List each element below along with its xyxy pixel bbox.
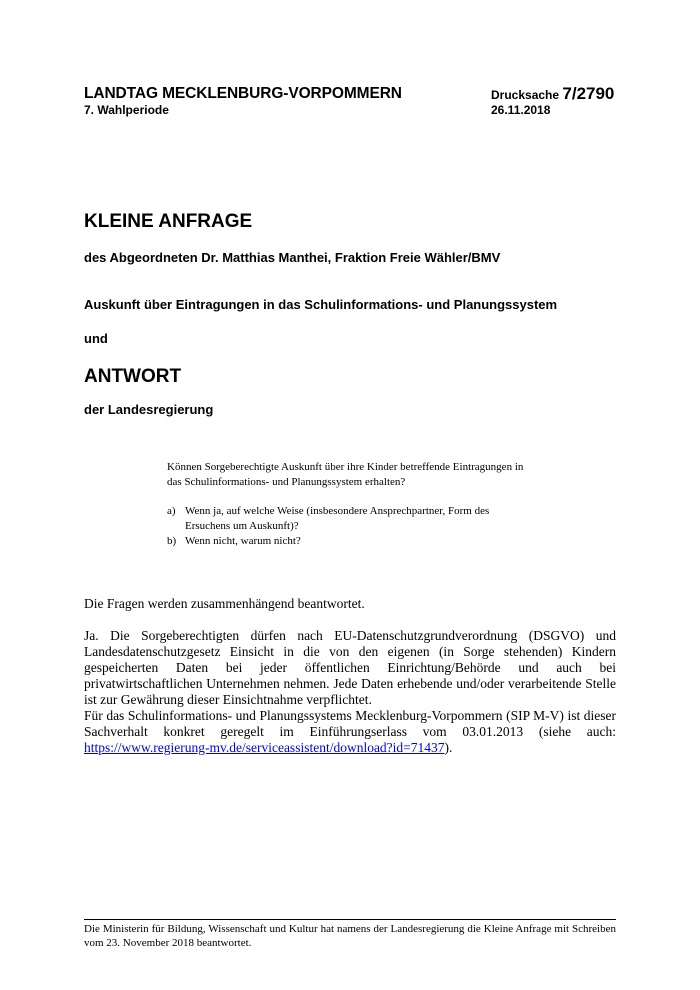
drucksache-number: 7/2790 xyxy=(562,84,615,103)
parliament-name: LANDTAG MECKLENBURG-VORPOMMERN xyxy=(84,85,402,102)
question-main: Können Sorgeberechtigte Auskunft über ihre Kinder betreffende Eintragungen in das Schulinformations- und Planungssystem erhalten? xyxy=(167,461,524,488)
drucksache xyxy=(491,84,614,104)
answer-heading: ANTWORT xyxy=(84,366,182,387)
answer-intro: Die Fragen werden zusammenhängend beantwortet. xyxy=(84,596,365,611)
answer-paragraph-2-text: Für das Schulinformations- und Planungssystems Mecklenburg-Vorpommern (SIP M-V) ist dieser Sachverhalt konkret geregelt im Einführungserlass vom 03.01.2013 (siehe auch: xyxy=(84,708,616,739)
question-item-label: b) xyxy=(167,535,177,547)
footer-divider xyxy=(84,919,616,920)
drucksache-label: Drucksache xyxy=(491,88,560,102)
answer-paragraph-2 xyxy=(84,708,616,756)
document-type-heading: KLEINE ANFRAGE xyxy=(84,211,253,232)
download-link[interactable]: https://www.regierung-mv.de/serviceassistent/download?id=71437 xyxy=(84,740,445,755)
answer-body xyxy=(84,628,616,756)
question-item-text: Wenn ja, auf welche Weise (insbesondere Ansprechpartner, Form des Ersuchens um Auskunft)? xyxy=(185,505,490,532)
question-block xyxy=(167,460,527,549)
answer-by-line: der Landesregierung xyxy=(84,402,214,417)
footer-note: Die Ministerin für Bildung, Wissenschaft und Kultur hat namens der Landesregierung die Kleine Anfrage mit Schreiben vom 23. November 2018 beantwortet. xyxy=(84,923,616,949)
connector-word: und xyxy=(84,331,108,346)
subject-line: Auskunft über Eintragungen in das Schulinformations- und Planungssystem xyxy=(84,297,558,312)
election-period: 7. Wahlperiode xyxy=(84,103,169,117)
answer-paragraph-2-end: ). xyxy=(444,740,453,755)
question-item-label: a) xyxy=(167,505,176,517)
question-item-a xyxy=(167,504,527,534)
question-item-b xyxy=(167,534,527,549)
answer-paragraph-1: Ja. Die Sorgeberechtigten dürfen nach EU-Datenschutzgrundverordnung (DSGVO) und Landesdatenschutzgesetz Einsicht in die von den eigenen (in Sorge stehenden) Kindern gespeicherten Daten bei jeder öffentlichen Einrichtung/Behörde und auch bei privatwirtschaftlichen Unternehmen nehmen. Jede Daten erhebende und/oder verarbeitende Stelle ist zur Gewährung dieser Einsichtnahme verpflichtet. xyxy=(84,628,616,707)
question-item-text: Wenn nicht, warum nicht? xyxy=(185,535,301,547)
author-line: des Abgeordneten Dr. Matthias Manthei, Fraktion Freie Wähler/BMV xyxy=(84,250,501,265)
document-date: 26.11.2018 xyxy=(491,103,551,117)
